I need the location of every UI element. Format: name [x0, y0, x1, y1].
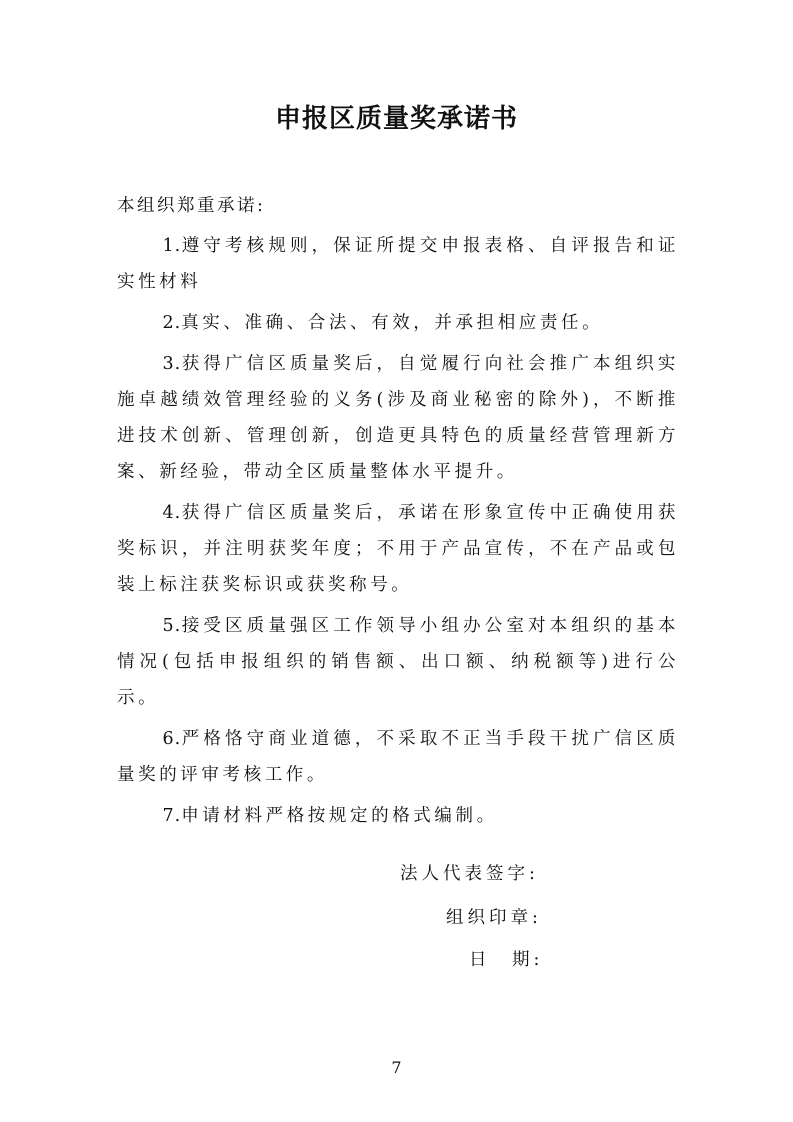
- commitment-item-1: [117, 228, 679, 300]
- item-text: 获得广信区质量奖后，承诺在形象宣传中正确使用获奖标识，并注明获奖年度；不用于产品宣传，不在产品或包装上标注获奖标识或获奖称号。: [117, 503, 679, 595]
- item-text: 申请材料严格按规定的格式编制。: [181, 806, 498, 826]
- page-title: 申报区质量奖承诺书: [274, 104, 518, 134]
- commitment-body: [117, 188, 679, 839]
- intro-text: 本组织郑重承诺:: [117, 196, 266, 216]
- commitment-item-6: [117, 721, 679, 793]
- page-number: 7: [391, 1058, 402, 1077]
- item-text: 遵守考核规则，保证所提交申报表格、自评报告和证实性材料: [117, 236, 679, 292]
- commitment-item-3: [117, 346, 679, 490]
- date-label: 日 期:: [469, 950, 544, 970]
- item-number: 4.: [162, 503, 182, 523]
- item-text: 接受区质量强区工作领导小组办公室对本组织的基本情况(包括申报组织的销售额、出口额、纳税额等)进行公示。: [117, 616, 679, 708]
- item-text: 真实、准确、合法、有效，并承担相应责任。: [181, 313, 604, 333]
- legal-representative-signature-label: 法人代表签字:: [400, 864, 539, 884]
- item-number: 7.: [162, 806, 182, 826]
- commitment-item-5: [117, 608, 679, 716]
- item-number: 6.: [162, 729, 182, 749]
- commitment-item-7: [117, 798, 679, 834]
- commitment-item-4: [117, 495, 679, 603]
- item-text: 获得广信区质量奖后，自觉履行向社会推广本组织实施卓越绩效管理经验的义务(涉及商业秘密的除外)，不断推进技术创新、管理创新，创造更具特色的质量经营管理新方案、新经验，带动全区质量整体水平提升。: [117, 354, 679, 482]
- item-number: 1.: [162, 236, 182, 256]
- item-text: 严格恪守商业道德，不采取不正当手段干扰广信区质量奖的评审考核工作。: [117, 729, 679, 785]
- item-number: 2.: [162, 313, 182, 333]
- commitment-item-2: [117, 305, 679, 341]
- item-number: 5.: [162, 616, 182, 636]
- item-number: 3.: [162, 354, 182, 374]
- organization-seal-label: 组织印章:: [446, 908, 542, 928]
